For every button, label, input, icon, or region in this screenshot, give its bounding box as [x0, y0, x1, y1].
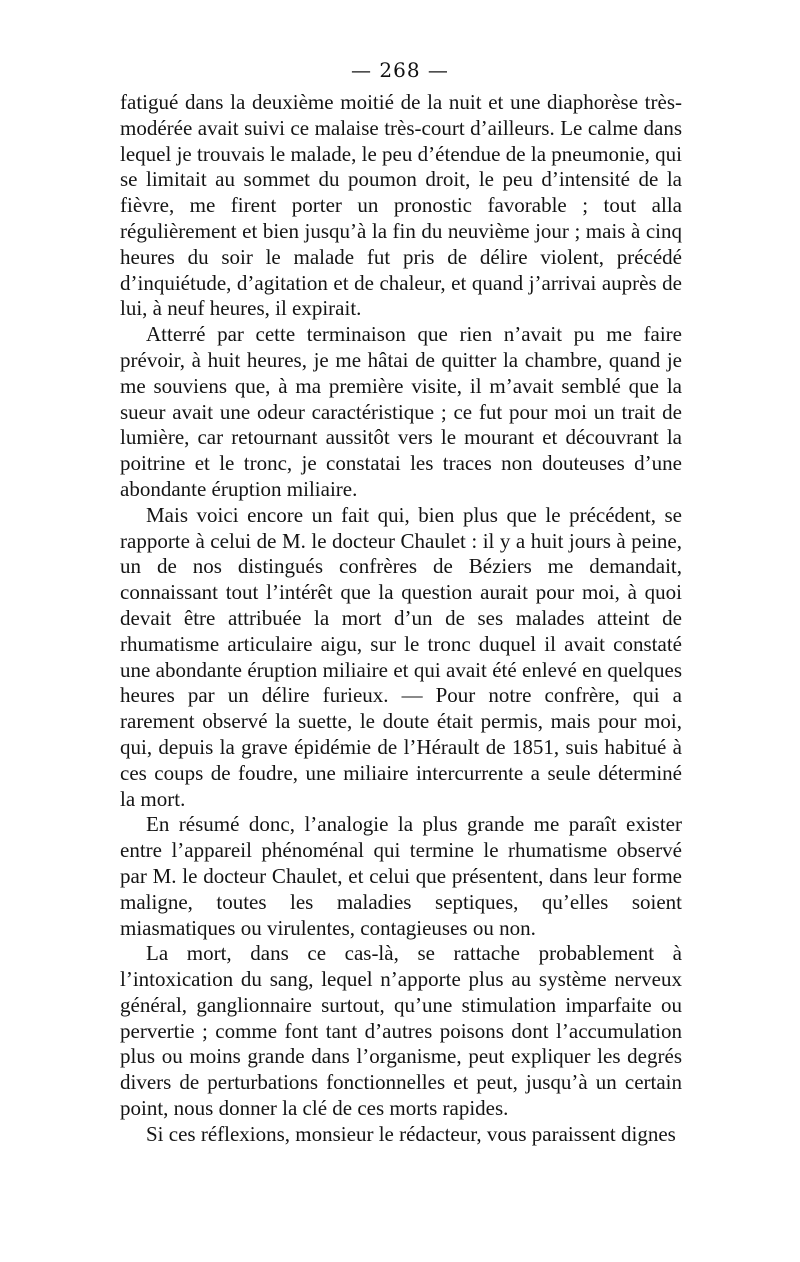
page-number: — 268 —	[351, 58, 449, 82]
paragraph-5: La mort, dans ce cas-là, se rattache probablement à l’intoxication du sang, lequel n’apporte plus au système nerveux général, ganglionnaire surtout, qu’une stimulation imparfaite ou pervertie ; comme font tant d’autres poisons dont l’accumulation plus ou moins grande dans l’organisme, peut expliquer les degrés divers de perturbations fonctionnelles et peut, jusqu’à un certain point, nous donner la clé de ces morts rapides.	[120, 941, 682, 1121]
body-text	[120, 90, 682, 1148]
paragraph-4: En résumé donc, l’analogie la plus grande me paraît exister entre l’appareil phénoménal qui termine le rhumatisme observé par M. le docteur Chaulet, et celui que présentent, dans leur forme maligne, toutes les maladies septiques, qu’elles soient miasmatiques ou virulentes, contagieuses ou non.	[120, 812, 682, 940]
paragraph-6: Si ces réflexions, monsieur le rédacteur, vous paraissent dignes	[146, 1121, 676, 1146]
paragraph-3: Mais voici encore un fait qui, bien plus que le précédent, se rapporte à celui de M. le docteur Chaulet : il y a huit jours à peine, un de nos distingués confrères de Béziers me demandait, connaissant tout l’intérêt que la question aurait pour moi, à quoi devait être attribuée la mort d’un de ses malades atteint de rhumatisme articulaire aigu, sur le tronc duquel il avait constaté une abondante éruption miliaire et qui avait été enlevé en quelques heures par un délire furieux. — Pour notre confrère, qui a rarement observé la suette, le doute était permis, mais pour moi, qui, depuis la grave épidémie de l’Hérault de 1851, suis habitué à ces coups de foudre, une miliaire intercurrente a seule déterminé la mort.	[120, 502, 682, 811]
paragraph-1: fatigué dans la deuxième moitié de la nuit et une diaphorèse très-modérée avait suivi ce malaise très-court d’ailleurs. Le calme dans lequel je trouvais le malade, le peu d’étendue de la pneumonie, qui se limitait au sommet du poumon droit, le peu d’intensité de la fièvre, me firent porter un pronostic favorable ; tout alla régulièrement et bien jusqu’à la fin du neuvième jour ; mais à cinq heures du soir le malade fut pris de délire violent, précédé d’inquiétude, d’agitation et de chaleur, et quand j’arrivai auprès de lui, à neuf heures, il expirait.	[120, 90, 682, 321]
paragraph-2: Atterré par cette terminaison que rien n’avait pu me faire prévoir, à huit heures, je me hâtai de quitter la chambre, quand je me souviens que, à ma première visite, il m’avait semblé que la sueur avait une odeur caractéristique ; ce fut pour moi un trait de lumière, car retournant aussitôt vers le mourant et découvrant la poitrine et le tronc, je constatai les traces non douteuses d’une abondante éruption miliaire.	[120, 322, 682, 501]
